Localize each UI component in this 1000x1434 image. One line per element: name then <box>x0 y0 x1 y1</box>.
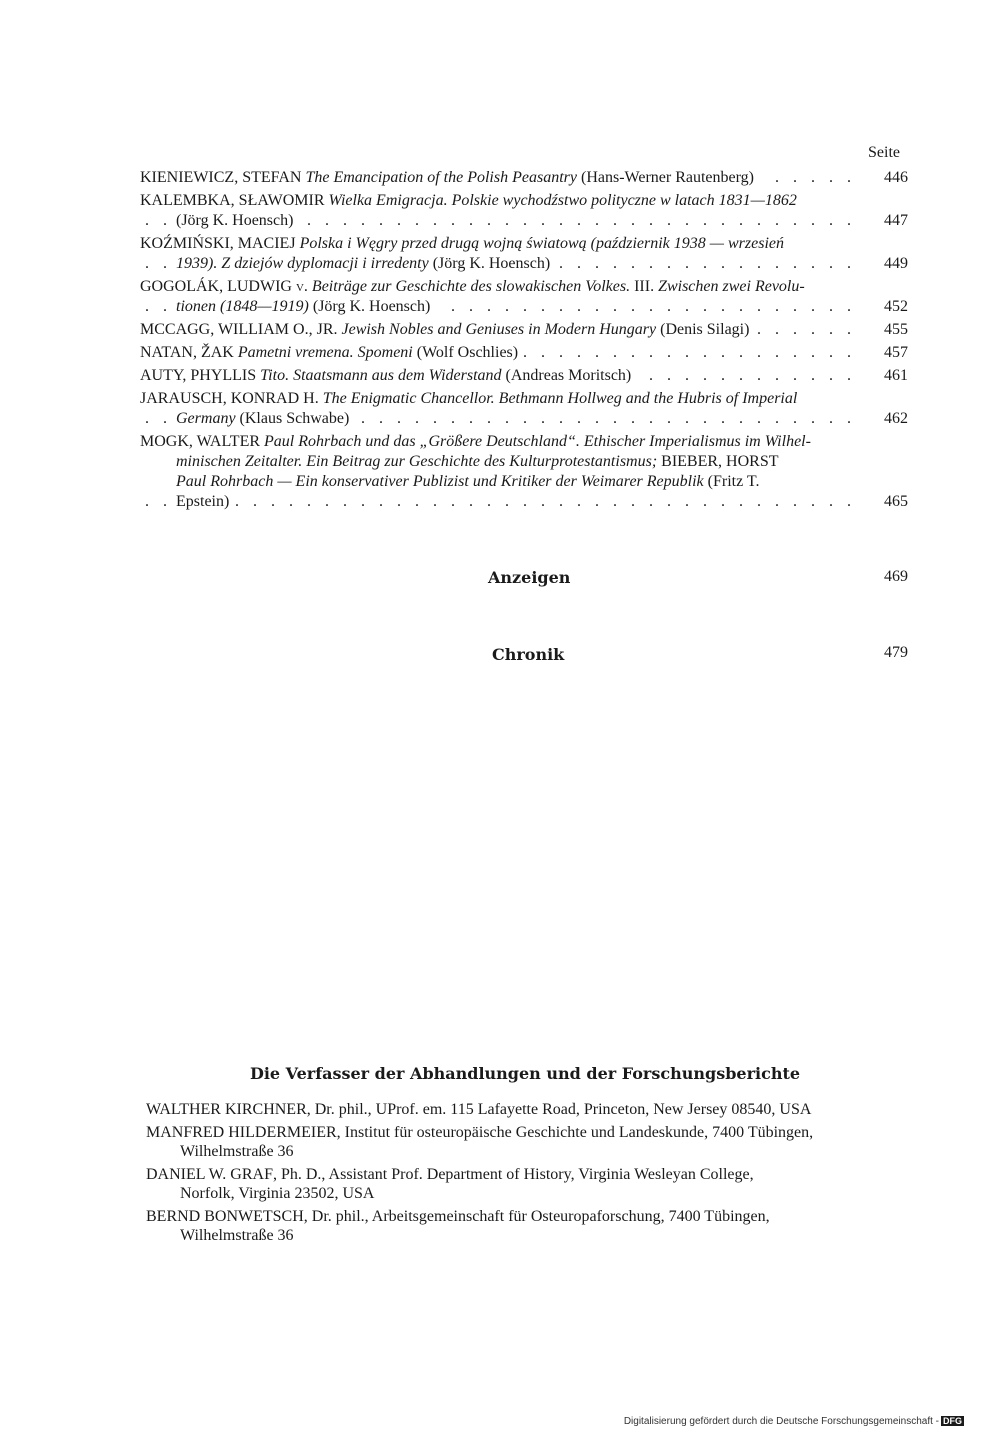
entry-reviewer: (Jörg K. Hoensch) <box>312 298 431 315</box>
entry-volume: III. <box>630 278 659 295</box>
entry-reviewer: (Jörg K. Hoensch) <box>432 255 551 272</box>
entry-reviewer: (Klaus Schwabe) <box>239 410 350 427</box>
author-name: MANFRED HILDERMEIER <box>146 1124 337 1141</box>
toc-entry <box>140 234 908 274</box>
toc-entry <box>140 389 908 429</box>
author-address: Wilhelmstraße 36 <box>180 1227 294 1244</box>
author-entry <box>146 1123 910 1161</box>
author-name: DANIEL W. GRAF <box>146 1166 273 1183</box>
digitization-footer <box>624 1416 964 1427</box>
author-entry <box>146 1100 910 1119</box>
section-anzeigen-page: 469 <box>884 568 908 585</box>
entry-title: Beiträge zur Geschichte des slowakischen Volkes. <box>311 278 631 295</box>
toc-entry <box>140 432 908 512</box>
entry-author: JARAUSCH, KONRAD H. <box>140 390 319 407</box>
entry-page-number: 457 <box>866 343 908 363</box>
authors-heading: Die Verfasser der Abhandlungen und der Forschungsberichte <box>249 1064 801 1083</box>
author-address: Norfolk, Virginia 23502, USA <box>180 1185 375 1202</box>
entry-author: AUTY, PHYLLIS <box>140 367 257 384</box>
section-chronik-page: 479 <box>884 644 908 661</box>
entry-title: Wielka Emigracja. Polskie wychodźstwo polityczne w latach 1831—1862 <box>328 192 797 209</box>
entry-reviewer: (Wolf Oschlies) <box>416 344 519 361</box>
entry-reviewer-cont: Epstein) <box>176 493 235 510</box>
entry-author: NATAN, ŽAK <box>140 344 234 361</box>
toc-entry <box>140 343 908 363</box>
entry-page-number: 455 <box>866 320 908 340</box>
author-name: WALTHER KIRCHNER <box>146 1101 307 1118</box>
entry-author: KIENIEWICZ, STEFAN <box>140 169 302 186</box>
author-details: , Institut für osteuropäische Geschichte und Landeskunde, 7400 Tübingen, <box>336 1124 814 1141</box>
entry-title: The Enigmatic Chancellor. Bethmann Hollweg and the Hubris of Imperial <box>322 390 798 407</box>
toc-entry <box>140 320 908 340</box>
entry-author: GOGOLÁK, LUDWIG v. <box>140 278 308 295</box>
author-details: , Dr. phil., UProf. em. 115 Lafayette Road, Princeton, New Jersey 08540, USA <box>306 1101 812 1118</box>
entry-reviewer: (Denis Silagi) <box>660 321 750 338</box>
entry-page-number: 462 <box>866 409 908 429</box>
section-anzeigen-title: Anzeigen <box>488 568 571 587</box>
entry-title: Jewish Nobles and Geniuses in Modern Hungary <box>341 321 657 338</box>
author-name: BERND BONWETSCH <box>146 1208 304 1225</box>
entry-reviewer: (Hans-Werner Rautenberg) <box>576 169 754 186</box>
entry-title: Polska i Węgry przed drugą wojną światową (październik 1938 — wrzesień <box>299 235 784 252</box>
entry-author: MCCAGG, WILLIAM O., JR. <box>140 321 338 338</box>
entry-title-cont: tionen (1848—1919) <box>176 298 309 315</box>
entry-page-number: 461 <box>866 366 908 386</box>
entry-title: The Emancipation of the Polish Peasantry <box>305 169 577 186</box>
entry-second-title: Paul Rohrbach — Ein konservativer Publizist und Kritiker der Weimarer Republik <box>176 473 704 490</box>
entry-page-number: 465 <box>866 492 908 512</box>
entry-page-number: 452 <box>866 297 908 317</box>
entry-page-number: 449 <box>866 254 908 274</box>
entry-page-number: 446 <box>866 168 908 188</box>
entry-title: Paul Rohrbach und das „Größere Deutschland“. Ethischer Imperialismus im Wilhel- <box>264 433 811 450</box>
entry-subtitle: Zwischen zwei Revolu- <box>658 278 805 295</box>
toc-entry <box>140 168 908 188</box>
entry-title-cont: 1939). Z dziejów dyplomacji i irredenty <box>176 255 429 272</box>
entry-title-cont: Germany <box>176 410 236 427</box>
toc-entry <box>140 191 908 231</box>
entry-reviewer: (Jörg K. Hoensch) <box>176 212 299 229</box>
toc-entries <box>140 168 908 515</box>
authors-list <box>146 1100 910 1249</box>
author-details: , Ph. D., Assistant Prof. Department of History, Virginia Wesleyan College, <box>272 1166 754 1183</box>
seite-column-label: Seite <box>868 144 900 161</box>
entry-author: KOŹMIŃSKI, MACIEJ <box>140 235 296 252</box>
toc-entry <box>140 277 908 317</box>
entry-reviewer: (Fritz T. <box>707 473 760 490</box>
entry-page-number: 447 <box>866 211 908 231</box>
toc-entry <box>140 366 908 386</box>
section-chronik-title: Chronik <box>492 645 565 664</box>
entry-title: Tito. Staatsmann aus dem Widerstand <box>260 367 502 384</box>
entry-author: MOGK, WALTER <box>140 433 261 450</box>
entry-reviewer: (Andreas Moritsch) <box>505 367 632 384</box>
dfg-logo: DFG <box>943 1416 962 1426</box>
entry-author: KALEMBKA, SŁAWOMIR <box>140 192 325 209</box>
author-details: , Dr. phil., Arbeitsgemeinschaft für Osteuropaforschung, 7400 Tübingen, <box>303 1208 770 1225</box>
author-entry <box>146 1165 910 1203</box>
author-address: Wilhelmstraße 36 <box>180 1143 294 1160</box>
entry-second-author: BIEBER, HORST <box>661 453 779 470</box>
entry-title: Pametni vremena. Spomeni <box>237 344 413 361</box>
entry-title-cont: minischen Zeitalter. Ein Beitrag zur Geschichte des Kulturprotestantismus; <box>176 453 658 470</box>
footer-text: Digitalisierung gefördert durch die Deutsche Forschungsgemeinschaft - <box>623 1416 939 1427</box>
author-entry <box>146 1207 910 1245</box>
